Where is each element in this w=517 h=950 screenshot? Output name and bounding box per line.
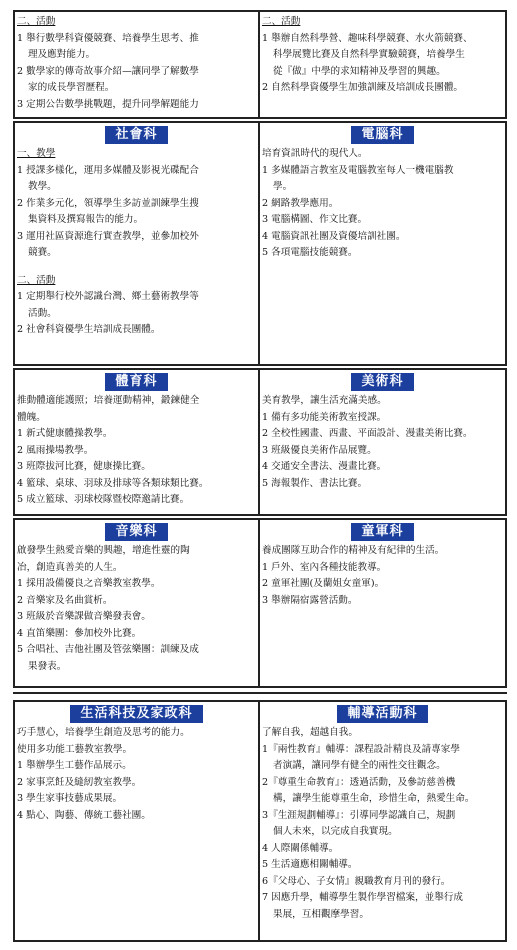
text-line: 家的成長學習歷程。 (28, 82, 115, 93)
text-line: 4 點心、陶藝、傳統工藝社團。 (17, 809, 151, 821)
text-line: 教學。 (28, 181, 57, 192)
subject-table-row (13, 700, 507, 942)
text-line: 3『生涯規劃輔導』：引導同學認識自己，規劃 (262, 809, 456, 821)
subject-cell (15, 123, 260, 364)
subject-title: 童軍科 (351, 523, 413, 541)
subject-cell (260, 370, 505, 514)
section-heading-text: 二、活動 (17, 16, 56, 27)
subject-table-row (13, 10, 507, 119)
text-line: 學。 (273, 181, 293, 192)
text-line: 6『父母心、子女情』親職教育月刊的發行。 (262, 875, 451, 887)
text-line: 集資料及撰寫報告的能力。 (28, 214, 144, 225)
subject-title: 電腦科 (351, 126, 413, 144)
text-line: 從『做』中學的求知精神及學習的興趣。 (273, 65, 446, 77)
text-line: 養成團隊互助合作的精神及有紀律的生活。 (262, 545, 445, 556)
text-line: 2 風雨操場教學。 (17, 444, 94, 456)
subject-cell (260, 123, 505, 364)
section-heading-text: 二、活動 (262, 16, 301, 27)
text-line: 1 定期舉行校外認識台灣、鄉土藝術教學等 (17, 291, 199, 302)
section-heading (17, 273, 256, 290)
text-line: 果展，互相觀摩學習。 (273, 908, 369, 920)
text-line: 理及應對能力。 (28, 49, 96, 60)
text-line: 5 各項電腦技能競賽。 (262, 247, 358, 258)
text-line: 2 自然科學資優學生加強訓練及培訓成長團體。 (262, 82, 464, 93)
subject-title: 生活科技及家政科 (70, 705, 202, 723)
text-line: 巧手慧心，培養學生創造及思考的能力。 (17, 727, 190, 738)
text-line: 4 電腦資訊社團及資優培訓社團。 (262, 230, 406, 242)
text-line: 5 生活適應相關輔導。 (262, 859, 358, 870)
text-line: 2 童軍社團(及蘭姐女童軍)。 (262, 578, 385, 589)
text-line: 1 舉辦自然科學營、趣味科學競賽、水火箭競賽、 (262, 32, 473, 44)
text-line: 5 成立籃球、羽球校隊暨校際邀請比賽。 (17, 494, 190, 505)
text-line: 5 合唱社、吉他社團及管弦樂團：訓練及成 (17, 644, 199, 655)
text-line: 2『尊重生命教育』：透過活動，及參訪慈善機 (262, 776, 456, 788)
section-heading (17, 14, 256, 31)
text-line: 3 運用社區資源進行實查教學，並參加校外 (17, 230, 199, 242)
text-line: 者演講，讓同學有健全的兩性交往觀念。 (273, 760, 446, 771)
text-line: 1 採用設備優良之音樂教室教學。 (17, 578, 161, 589)
subject-title: 社會科 (105, 126, 167, 144)
subject-title: 音樂科 (105, 523, 167, 541)
text-line: 1 多媒體語言教室及電腦教室每人一機電腦教 (262, 164, 454, 176)
text-line: 7 因應升學，輔導學生製作學習檔案，並舉行成 (262, 892, 464, 903)
text-line: 構，讓學生能尊重生命，珍惜生命，熱愛生命。 (273, 793, 475, 804)
blank-line (17, 262, 256, 273)
text-line: 果發表。 (28, 660, 67, 672)
text-line: 4 籃球、桌球、羽球及排球等各類球類比賽。 (17, 477, 209, 489)
text-line: 培育資訊時代的現代人。 (262, 148, 368, 159)
text-line: 3 舉辦隔宿露營活動。 (262, 594, 358, 606)
subject-title: 美術科 (351, 373, 413, 391)
subject-cell (260, 702, 505, 940)
text-line: 2 社會科資優學生培訓成長團體。 (17, 324, 161, 335)
text-line: 美育教學，讓生活充滿美感。 (262, 395, 387, 406)
text-line: 4 人際關係輔導。 (262, 842, 339, 854)
text-line: 4 直笛樂團：參加校外比賽。 (17, 627, 142, 639)
text-line: 2 音樂家及名曲賞析。 (17, 594, 113, 606)
text-line: 3 定期公告數學挑戰題，提升同學解題能力 (17, 98, 199, 110)
section-heading (262, 14, 503, 31)
section-heading (17, 146, 256, 163)
text-line: 5 海報製作、書法比賽。 (262, 477, 368, 489)
subject-table-row (13, 368, 507, 516)
subject-cell (15, 520, 260, 686)
text-line: 1『兩性教育』輔導：課程設計精良及請專家學 (262, 743, 460, 755)
text-line: 2 網路教學應用。 (262, 197, 339, 209)
text-line: 體魄。 (17, 411, 46, 423)
text-line: 2 家事烹飪及縫紉教室教學。 (17, 776, 142, 788)
text-line: 1 舉辦學生工藝作品展示。 (17, 760, 132, 771)
text-line: 1 戶外、室內各種技能教導。 (262, 561, 387, 573)
text-line: 1 授課多樣化，運用多媒體及影視光碟配合 (17, 164, 199, 176)
text-line: 使用多功能工藝教室教學。 (17, 743, 133, 755)
section-heading-text: 一、教學 (17, 148, 56, 159)
text-line: 1 新式健康體操教學。 (17, 428, 113, 439)
text-line: 3 學生家事技藝成果展。 (17, 793, 123, 804)
text-line: 了解自我，超越自我。 (262, 727, 358, 738)
text-line: 2 全校性國畫、西畫、平面設計、漫畫美術比賽。 (262, 428, 473, 439)
text-line: 3 班級優良美術作品展覽。 (262, 444, 377, 456)
text-line: 1 舉行數學科資優競賽、培養學生思考、推 (17, 32, 199, 44)
subject-table-row (13, 518, 507, 688)
section-separator (13, 692, 507, 694)
subject-cell (260, 12, 505, 117)
text-line: 科學展覽比賽及自然科學實驗競賽，培養學生 (273, 49, 465, 60)
text-line: 3 班際拔河比賽，健康操比賽。 (17, 461, 151, 472)
subject-title: 輔導活動科 (337, 705, 427, 723)
text-line: 冶，創造真善美的人生。 (17, 561, 123, 573)
text-line: 3 電腦構圖、作文比賽。 (262, 214, 368, 225)
subject-cell (15, 702, 260, 940)
subject-cell (15, 12, 260, 117)
text-line: 推動體適能護照；培養運動精神，鍛鍊健全 (17, 395, 200, 406)
text-line: 1 備有多功能美術教室授課。 (262, 411, 387, 423)
subject-cell (260, 520, 505, 686)
section-heading-text: 二、活動 (17, 274, 56, 286)
text-line: 活動。 (28, 307, 57, 319)
subject-cell (15, 370, 260, 514)
text-line: 競賽。 (28, 247, 57, 258)
text-line: 2 數學家的傳奇故事介紹—讓同學了解數學 (17, 65, 199, 77)
text-line: 4 交通安全書法、漫畫比賽。 (262, 461, 387, 472)
text-line: 啟發學生熱愛音樂的興趣，增進性靈的陶 (17, 545, 190, 556)
subject-title: 體育科 (105, 373, 167, 391)
text-line: 3 班級於音樂課做音樂發表會。 (17, 611, 151, 622)
subject-table-row (13, 121, 507, 366)
text-line: 個人未來，以完成自我實現。 (273, 826, 398, 837)
text-line: 2 作業多元化，領導學生多訪並訓練學生搜 (17, 197, 199, 209)
